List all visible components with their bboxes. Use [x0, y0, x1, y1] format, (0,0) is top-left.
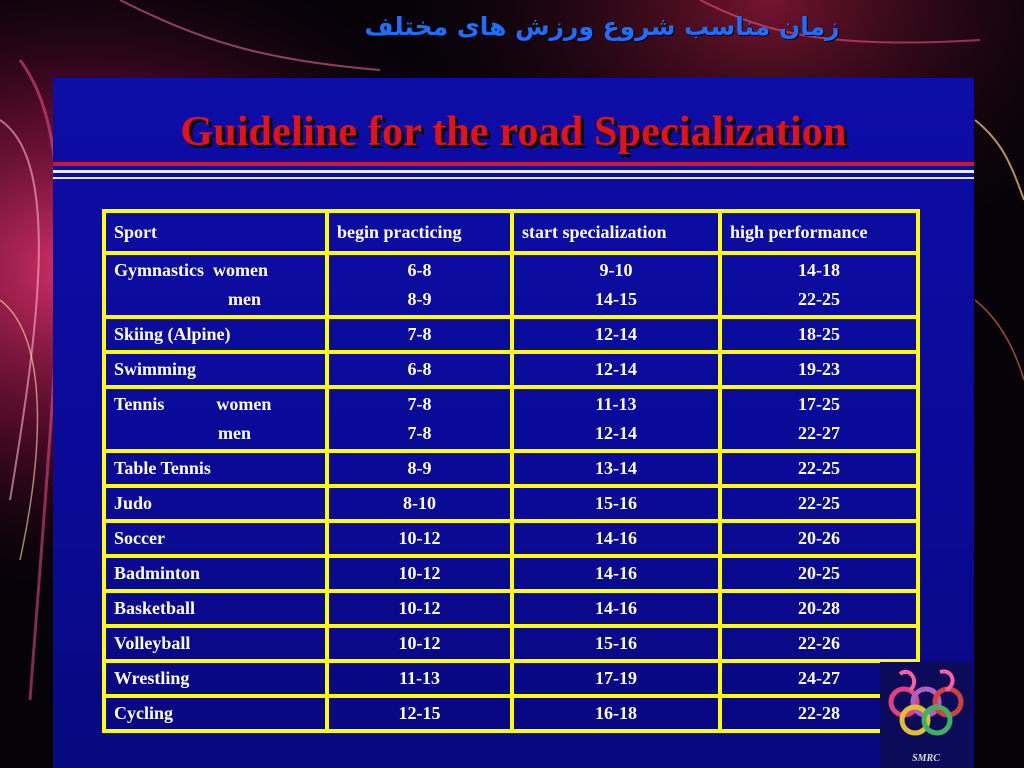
spec-cell [512, 253, 720, 317]
sport-sub-women: women [213, 260, 268, 280]
high-value: 18-25 [720, 317, 918, 352]
high-value: 22-26 [720, 626, 918, 661]
slide-title: Guideline for the road Specialization [180, 109, 847, 155]
begin-value: 10-12 [327, 521, 512, 556]
sport-name: Gymnastics [114, 260, 204, 280]
title-divider-white [53, 170, 974, 173]
smrc-logo [880, 662, 972, 768]
spec-value: 12-14 [512, 317, 720, 352]
table-row [104, 486, 918, 521]
table-row [104, 591, 918, 626]
logo-text: SMRC [912, 753, 940, 764]
table-header-row [104, 211, 918, 253]
high-value: 17-25 [798, 394, 840, 414]
high-value: 14-18 [798, 260, 840, 280]
spec-value: 9-10 [599, 260, 633, 280]
table-row [104, 253, 918, 317]
table-row [104, 626, 918, 661]
high-value: 20-28 [720, 591, 918, 626]
table-row [104, 696, 918, 731]
high-value: 20-26 [720, 521, 918, 556]
sport-sub-men: men [228, 289, 261, 309]
table-row [104, 521, 918, 556]
high-value: 22-27 [798, 423, 840, 443]
header-high-performance: high performance [720, 211, 918, 253]
spec-value: 15-16 [512, 486, 720, 521]
header-sport: Sport [104, 211, 327, 253]
begin-value: 7-8 [327, 317, 512, 352]
spec-value: 14-16 [512, 521, 720, 556]
spec-value: 14-16 [512, 591, 720, 626]
high-value: 22-25 [720, 451, 918, 486]
begin-value: 6-8 [327, 352, 512, 387]
title-divider-white-thin [53, 177, 974, 179]
header-begin-practicing: begin practicing [327, 211, 512, 253]
slide-panel [53, 78, 974, 768]
sport-name: Swimming [104, 352, 327, 387]
persian-title: زمان مناسب شروع ورزش های مختلف [364, 12, 840, 41]
high-value: 20-25 [720, 556, 918, 591]
table-row [104, 661, 918, 696]
sport-name: Basketball [104, 591, 327, 626]
sport-cell [104, 387, 327, 451]
sport-sub-men: men [218, 423, 251, 443]
begin-value: 8-9 [407, 289, 432, 309]
begin-value: 10-12 [327, 591, 512, 626]
sport-sub-women: women [216, 394, 272, 414]
olympic-rings-icon [880, 662, 972, 752]
high-cell [720, 253, 918, 317]
table-row [104, 451, 918, 486]
begin-value: 8-10 [327, 486, 512, 521]
sport-name: Badminton [104, 556, 327, 591]
sport-name: Cycling [104, 696, 327, 731]
header-start-specialization: start specialization [512, 211, 720, 253]
high-value: 22-28 [720, 696, 918, 731]
begin-value: 10-12 [327, 556, 512, 591]
sport-name: Soccer [104, 521, 327, 556]
spec-value: 12-14 [595, 423, 637, 443]
begin-value: 8-9 [327, 451, 512, 486]
begin-value: 7-8 [407, 394, 432, 414]
high-cell [720, 387, 918, 451]
table-row [104, 387, 918, 451]
begin-value: 6-8 [407, 260, 432, 280]
begin-value: 11-13 [327, 661, 512, 696]
sport-cell [104, 253, 327, 317]
begin-value: 12-15 [327, 696, 512, 731]
spec-value: 14-16 [512, 556, 720, 591]
sport-name: Skiing (Alpine) [104, 317, 327, 352]
table-row [104, 352, 918, 387]
spec-cell [512, 387, 720, 451]
begin-cell [327, 387, 512, 451]
sport-name: Table Tennis [104, 451, 327, 486]
high-value: 22-25 [798, 289, 840, 309]
table-row [104, 556, 918, 591]
high-value: 22-25 [720, 486, 918, 521]
sport-name: Wrestling [104, 661, 327, 696]
sport-name: Judo [104, 486, 327, 521]
spec-value: 14-15 [595, 289, 637, 309]
spec-value: 17-19 [512, 661, 720, 696]
spec-value: 16-18 [512, 696, 720, 731]
begin-value: 10-12 [327, 626, 512, 661]
high-value: 19-23 [720, 352, 918, 387]
spec-value: 15-16 [512, 626, 720, 661]
title-divider-red [53, 162, 974, 166]
sport-name: Volleyball [104, 626, 327, 661]
table-row [104, 317, 918, 352]
specialization-table [102, 209, 920, 733]
spec-value: 13-14 [512, 451, 720, 486]
begin-value: 7-8 [407, 423, 432, 443]
sport-name: Tennis [114, 394, 165, 414]
high-value: 24-27 [720, 661, 918, 696]
spec-value: 12-14 [512, 352, 720, 387]
spec-value: 11-13 [595, 394, 637, 414]
begin-cell [327, 253, 512, 317]
